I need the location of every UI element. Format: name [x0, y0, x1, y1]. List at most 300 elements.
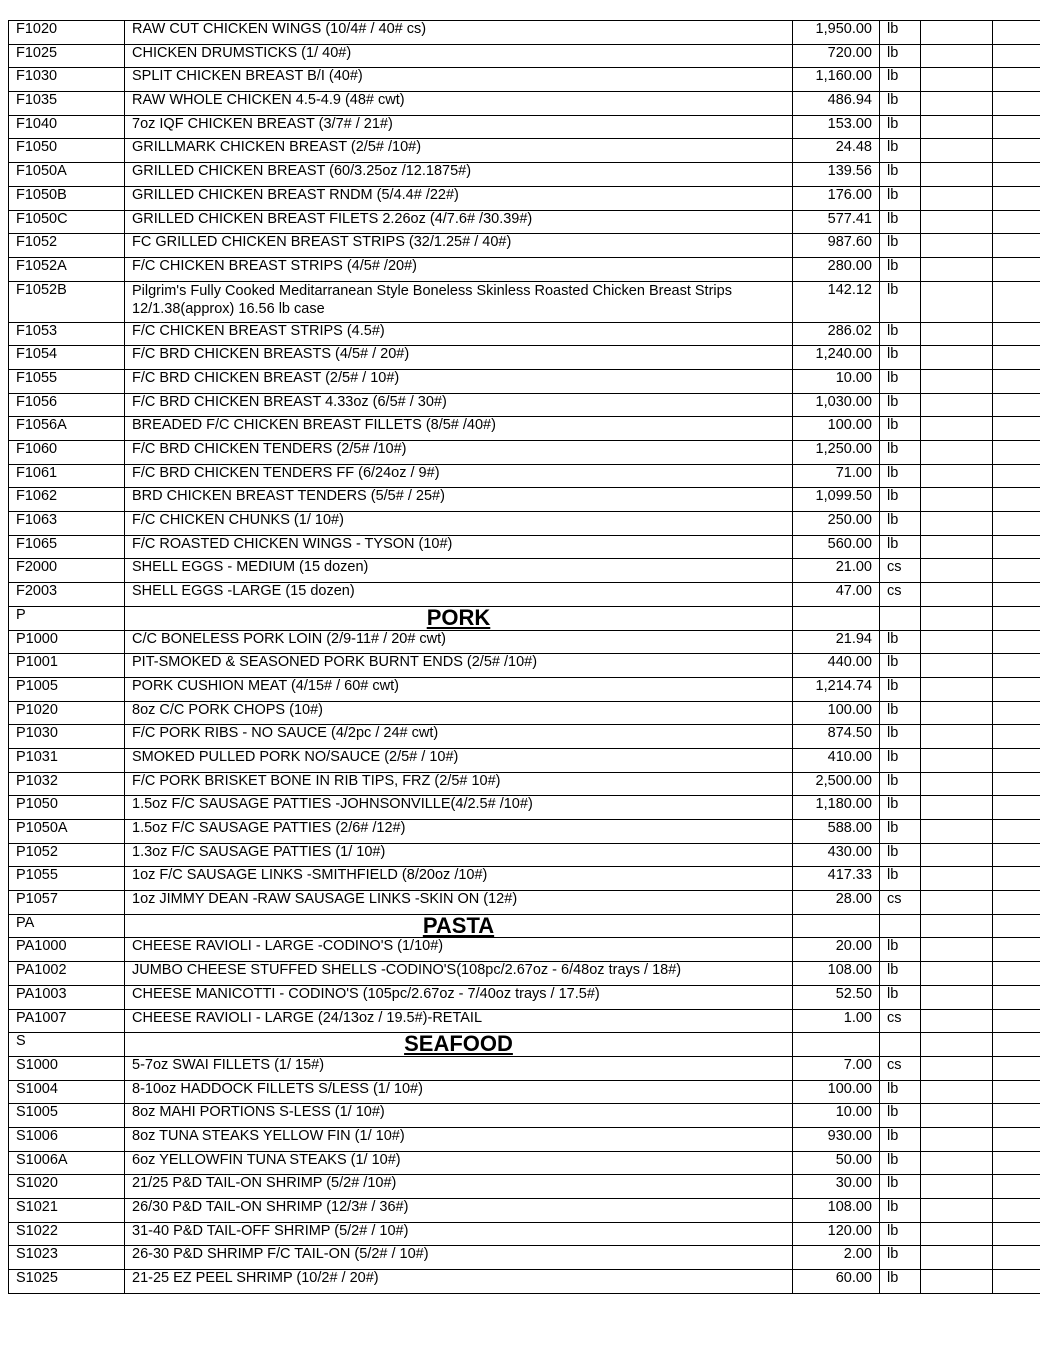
- item-description-cell: SMOKED PULLED PORK NO/SAUCE (2/5# / 10#): [125, 748, 793, 772]
- item-code-cell: S1004: [9, 1080, 125, 1104]
- unit-cell: [880, 606, 921, 630]
- blank-cell: [921, 281, 993, 322]
- quantity-cell: 280.00: [793, 257, 880, 281]
- blank-cell: [921, 1270, 993, 1294]
- item-code-cell: S1023: [9, 1246, 125, 1270]
- quantity-cell: 108.00: [793, 1199, 880, 1223]
- table-row: [9, 21, 1040, 45]
- blank-cell: [993, 464, 1040, 488]
- unit-cell: lb: [880, 369, 921, 393]
- blank-cell: [921, 843, 993, 867]
- blank-cell: [921, 1056, 993, 1080]
- unit-cell: lb: [880, 1222, 921, 1246]
- table-row: [9, 701, 1040, 725]
- blank-cell: [921, 322, 993, 346]
- blank-cell: [921, 464, 993, 488]
- unit-cell: lb: [880, 962, 921, 986]
- unit-cell: lb: [880, 257, 921, 281]
- unit-cell: lb: [880, 44, 921, 68]
- item-code-cell: F1050C: [9, 210, 125, 234]
- unit-cell: lb: [880, 677, 921, 701]
- item-description-cell: 8oz MAHI PORTIONS S-LESS (1/ 10#): [125, 1104, 793, 1128]
- section-header-row: [9, 914, 1040, 938]
- item-description-cell: F/C BRD CHICKEN BREAST (2/5# / 10#): [125, 369, 793, 393]
- item-code-cell: F1050: [9, 139, 125, 163]
- item-description-cell: CHICKEN DRUMSTICKS (1/ 40#): [125, 44, 793, 68]
- blank-cell: [993, 68, 1040, 92]
- quantity-cell: 486.94: [793, 92, 880, 116]
- table-row: [9, 257, 1040, 281]
- blank-cell: [993, 139, 1040, 163]
- blank-cell: [921, 441, 993, 465]
- blank-cell: [993, 820, 1040, 844]
- table-row: [9, 772, 1040, 796]
- item-description-cell: SHELL EGGS -LARGE (15 dozen): [125, 583, 793, 607]
- blank-cell: [993, 441, 1040, 465]
- table-row: [9, 393, 1040, 417]
- unit-cell: lb: [880, 843, 921, 867]
- blank-cell: [921, 701, 993, 725]
- table-row: [9, 985, 1040, 1009]
- blank-cell: [993, 44, 1040, 68]
- blank-cell: [921, 393, 993, 417]
- item-code-cell: F1020: [9, 21, 125, 45]
- table-row: [9, 559, 1040, 583]
- unit-cell: lb: [880, 1270, 921, 1294]
- blank-cell: [993, 962, 1040, 986]
- table-row: [9, 1199, 1040, 1223]
- item-description-cell: Pilgrim's Fully Cooked Meditarranean Style Boneless Skinless Roasted Chicken Breast Strips 12/1.38(approx) 16.56 lb case: [125, 281, 793, 322]
- blank-cell: [993, 257, 1040, 281]
- item-description-cell: RAW WHOLE CHICKEN 4.5-4.9 (48# cwt): [125, 92, 793, 116]
- item-code-cell: F1065: [9, 535, 125, 559]
- item-description-cell: 6oz YELLOWFIN TUNA STEAKS (1/ 10#): [125, 1151, 793, 1175]
- item-description-cell: PORK CUSHION MEAT (4/15# / 60# cwt): [125, 677, 793, 701]
- unit-cell: lb: [880, 796, 921, 820]
- quantity-cell: 930.00: [793, 1127, 880, 1151]
- blank-cell: [993, 488, 1040, 512]
- item-code-cell: F1052A: [9, 257, 125, 281]
- blank-cell: [993, 1151, 1040, 1175]
- item-code-cell: F2000: [9, 559, 125, 583]
- item-code-cell: P: [9, 606, 125, 630]
- quantity-cell: 28.00: [793, 891, 880, 915]
- unit-cell: lb: [880, 654, 921, 678]
- item-code-cell: S1006: [9, 1127, 125, 1151]
- item-code-cell: F1050B: [9, 186, 125, 210]
- blank-cell: [993, 891, 1040, 915]
- blank-cell: [921, 1104, 993, 1128]
- blank-cell: [993, 1246, 1040, 1270]
- quantity-cell: 286.02: [793, 322, 880, 346]
- blank-cell: [993, 393, 1040, 417]
- blank-cell: [921, 914, 993, 938]
- unit-cell: lb: [880, 1127, 921, 1151]
- table-row: [9, 1127, 1040, 1151]
- item-code-cell: F1056A: [9, 417, 125, 441]
- blank-cell: [921, 210, 993, 234]
- table-row: [9, 583, 1040, 607]
- item-code-cell: P1050: [9, 796, 125, 820]
- blank-cell: [921, 1175, 993, 1199]
- blank-cell: [993, 163, 1040, 187]
- blank-cell: [921, 583, 993, 607]
- quantity-cell: 120.00: [793, 1222, 880, 1246]
- item-description-cell: 5-7oz SWAI FILLETS (1/ 15#): [125, 1056, 793, 1080]
- blank-cell: [993, 1199, 1040, 1223]
- blank-cell: [921, 44, 993, 68]
- table-row: [9, 512, 1040, 536]
- item-code-cell: F1054: [9, 346, 125, 370]
- item-description-cell: F/C BRD CHICKEN TENDERS FF (6/24oz / 9#): [125, 464, 793, 488]
- item-description-cell: JUMBO CHEESE STUFFED SHELLS -CODINO'S(108pc/2.67oz - 6/48oz trays / 18#): [125, 962, 793, 986]
- item-description-cell: CHEESE RAVIOLI - LARGE (24/13oz / 19.5#)-RETAIL: [125, 1009, 793, 1033]
- quantity-cell: 60.00: [793, 1270, 880, 1294]
- table-row: [9, 68, 1040, 92]
- blank-cell: [993, 583, 1040, 607]
- quantity-cell: [793, 914, 880, 938]
- table-row: [9, 1104, 1040, 1128]
- item-description-cell: 21/25 P&D TAIL-ON SHRIMP (5/2# /10#): [125, 1175, 793, 1199]
- item-code-cell: S: [9, 1033, 125, 1057]
- unit-cell: lb: [880, 68, 921, 92]
- item-code-cell: F1062: [9, 488, 125, 512]
- item-code-cell: F1035: [9, 92, 125, 116]
- item-description-cell: 8oz TUNA STEAKS YELLOW FIN (1/ 10#): [125, 1127, 793, 1151]
- unit-cell: lb: [880, 1080, 921, 1104]
- quantity-cell: 100.00: [793, 417, 880, 441]
- unit-cell: lb: [880, 867, 921, 891]
- item-description-cell: SPLIT CHICKEN BREAST B/I (40#): [125, 68, 793, 92]
- blank-cell: [993, 369, 1040, 393]
- table-row: [9, 1009, 1040, 1033]
- unit-cell: lb: [880, 393, 921, 417]
- blank-cell: [921, 1246, 993, 1270]
- unit-cell: lb: [880, 1199, 921, 1223]
- item-code-cell: PA1000: [9, 938, 125, 962]
- blank-cell: [921, 891, 993, 915]
- quantity-cell: 21.00: [793, 559, 880, 583]
- item-description-cell: F/C CHICKEN BREAST STRIPS (4/5# /20#): [125, 257, 793, 281]
- blank-cell: [993, 1033, 1040, 1057]
- unit-cell: [880, 914, 921, 938]
- item-description-cell: BRD CHICKEN BREAST TENDERS (5/5# / 25#): [125, 488, 793, 512]
- item-description-cell: 21-25 EZ PEEL SHRIMP (10/2# / 20#): [125, 1270, 793, 1294]
- blank-cell: [921, 417, 993, 441]
- item-description-cell: BREADED F/C CHICKEN BREAST FILLETS (8/5# /40#): [125, 417, 793, 441]
- blank-cell: [921, 559, 993, 583]
- table-row: [9, 488, 1040, 512]
- item-code-cell: S1005: [9, 1104, 125, 1128]
- quantity-cell: 100.00: [793, 1080, 880, 1104]
- quantity-cell: 50.00: [793, 1151, 880, 1175]
- item-code-cell: F1053: [9, 322, 125, 346]
- blank-cell: [993, 843, 1040, 867]
- blank-cell: [921, 985, 993, 1009]
- blank-cell: [921, 346, 993, 370]
- unit-cell: lb: [880, 1104, 921, 1128]
- item-description-cell: SHELL EGGS - MEDIUM (15 dozen): [125, 559, 793, 583]
- item-code-cell: PA1007: [9, 1009, 125, 1033]
- section-header-row: [9, 606, 1040, 630]
- table-row: [9, 1175, 1040, 1199]
- table-row: [9, 139, 1040, 163]
- item-description-cell: F/C PORK BRISKET BONE IN RIB TIPS, FRZ (2/5# 10#): [125, 772, 793, 796]
- item-description-cell: 8oz C/C PORK CHOPS (10#): [125, 701, 793, 725]
- item-description-cell: GRILLED CHICKEN BREAST RNDM (5/4.4# /22#): [125, 186, 793, 210]
- unit-cell: lb: [880, 115, 921, 139]
- table-row: [9, 115, 1040, 139]
- quantity-cell: 410.00: [793, 748, 880, 772]
- item-code-cell: P1005: [9, 677, 125, 701]
- blank-cell: [921, 1199, 993, 1223]
- item-code-cell: P1020: [9, 701, 125, 725]
- table-row: [9, 938, 1040, 962]
- item-code-cell: P1050A: [9, 820, 125, 844]
- unit-cell: lb: [880, 772, 921, 796]
- blank-cell: [921, 654, 993, 678]
- item-description-cell: 1.5oz F/C SAUSAGE PATTIES -JOHNSONVILLE(4/2.5# /10#): [125, 796, 793, 820]
- item-description-cell: 31-40 P&D TAIL-OFF SHRIMP (5/2# / 10#): [125, 1222, 793, 1246]
- blank-cell: [921, 535, 993, 559]
- quantity-cell: 1,180.00: [793, 796, 880, 820]
- blank-cell: [993, 115, 1040, 139]
- table-row: [9, 820, 1040, 844]
- table-row: [9, 677, 1040, 701]
- blank-cell: [921, 1033, 993, 1057]
- item-code-cell: PA1003: [9, 985, 125, 1009]
- blank-cell: [921, 772, 993, 796]
- unit-cell: [880, 1033, 921, 1057]
- item-description-cell: F/C BRD CHICKEN BREASTS (4/5# / 20#): [125, 346, 793, 370]
- table-row: [9, 322, 1040, 346]
- quantity-cell: 20.00: [793, 938, 880, 962]
- blank-cell: [921, 92, 993, 116]
- unit-cell: lb: [880, 1175, 921, 1199]
- quantity-cell: 10.00: [793, 1104, 880, 1128]
- table-row: [9, 1080, 1040, 1104]
- item-code-cell: S1021: [9, 1199, 125, 1223]
- item-code-cell: S1022: [9, 1222, 125, 1246]
- unit-cell: lb: [880, 281, 921, 322]
- item-code-cell: S1000: [9, 1056, 125, 1080]
- quantity-cell: 71.00: [793, 464, 880, 488]
- item-code-cell: S1020: [9, 1175, 125, 1199]
- quantity-cell: [793, 1033, 880, 1057]
- unit-cell: lb: [880, 985, 921, 1009]
- blank-cell: [921, 820, 993, 844]
- item-description-cell: 26/30 P&D TAIL-ON SHRIMP (12/3# / 36#): [125, 1199, 793, 1223]
- table-row: [9, 234, 1040, 258]
- quantity-cell: 100.00: [793, 701, 880, 725]
- inventory-table: [8, 20, 1040, 1294]
- blank-cell: [921, 725, 993, 749]
- quantity-cell: [793, 606, 880, 630]
- item-code-cell: P1032: [9, 772, 125, 796]
- blank-cell: [921, 369, 993, 393]
- unit-cell: lb: [880, 1151, 921, 1175]
- table-row: [9, 1270, 1040, 1294]
- table-row: [9, 186, 1040, 210]
- blank-cell: [993, 796, 1040, 820]
- quantity-cell: 153.00: [793, 115, 880, 139]
- item-code-cell: P1031: [9, 748, 125, 772]
- item-description-cell: F/C CHICKEN CHUNKS (1/ 10#): [125, 512, 793, 536]
- blank-cell: [993, 512, 1040, 536]
- item-description-cell: 1oz F/C SAUSAGE LINKS -SMITHFIELD (8/20oz /10#): [125, 867, 793, 891]
- table-row: [9, 1151, 1040, 1175]
- quantity-cell: 142.12: [793, 281, 880, 322]
- section-title: PASTA: [125, 914, 793, 938]
- blank-cell: [993, 867, 1040, 891]
- quantity-cell: 1,240.00: [793, 346, 880, 370]
- quantity-cell: 417.33: [793, 867, 880, 891]
- item-description-cell: CHEESE MANICOTTI - CODINO'S (105pc/2.67oz - 7/40oz trays / 17.5#): [125, 985, 793, 1009]
- item-code-cell: F1030: [9, 68, 125, 92]
- blank-cell: [993, 748, 1040, 772]
- unit-cell: lb: [880, 938, 921, 962]
- blank-cell: [993, 1270, 1040, 1294]
- item-description-cell: F/C BRD CHICKEN BREAST 4.33oz (6/5# / 30#): [125, 393, 793, 417]
- blank-cell: [993, 417, 1040, 441]
- section-header-row: [9, 1033, 1040, 1057]
- item-code-cell: F2003: [9, 583, 125, 607]
- blank-cell: [921, 488, 993, 512]
- unit-cell: lb: [880, 1246, 921, 1270]
- item-description-cell: F/C PORK RIBS - NO SAUCE (4/2pc / 24# cwt): [125, 725, 793, 749]
- blank-cell: [921, 630, 993, 654]
- table-row: [9, 630, 1040, 654]
- item-description-cell: 1oz JIMMY DEAN -RAW SAUSAGE LINKS -SKIN ON (12#): [125, 891, 793, 915]
- unit-cell: lb: [880, 92, 921, 116]
- item-code-cell: PA: [9, 914, 125, 938]
- blank-cell: [921, 1127, 993, 1151]
- quantity-cell: 1.00: [793, 1009, 880, 1033]
- quantity-cell: 139.56: [793, 163, 880, 187]
- quantity-cell: 577.41: [793, 210, 880, 234]
- blank-cell: [921, 257, 993, 281]
- blank-cell: [993, 1104, 1040, 1128]
- item-code-cell: PA1002: [9, 962, 125, 986]
- item-code-cell: P1030: [9, 725, 125, 749]
- blank-cell: [921, 163, 993, 187]
- unit-cell: cs: [880, 1056, 921, 1080]
- item-description-cell: RAW CUT CHICKEN WINGS (10/4# / 40# cs): [125, 21, 793, 45]
- unit-cell: cs: [880, 1009, 921, 1033]
- blank-cell: [921, 512, 993, 536]
- unit-cell: lb: [880, 21, 921, 45]
- blank-cell: [993, 701, 1040, 725]
- item-code-cell: F1061: [9, 464, 125, 488]
- blank-cell: [993, 1222, 1040, 1246]
- blank-cell: [993, 535, 1040, 559]
- unit-cell: lb: [880, 535, 921, 559]
- blank-cell: [921, 186, 993, 210]
- unit-cell: lb: [880, 234, 921, 258]
- table-row: [9, 891, 1040, 915]
- unit-cell: lb: [880, 139, 921, 163]
- quantity-cell: 1,030.00: [793, 393, 880, 417]
- section-title: PORK: [125, 606, 793, 630]
- table-row: [9, 962, 1040, 986]
- blank-cell: [921, 938, 993, 962]
- unit-cell: lb: [880, 820, 921, 844]
- unit-cell: lb: [880, 163, 921, 187]
- blank-cell: [993, 92, 1040, 116]
- table-row: [9, 417, 1040, 441]
- item-code-cell: P1052: [9, 843, 125, 867]
- unit-cell: lb: [880, 725, 921, 749]
- item-description-cell: 1.5oz F/C SAUSAGE PATTIES (2/6# /12#): [125, 820, 793, 844]
- item-code-cell: F1063: [9, 512, 125, 536]
- blank-cell: [993, 322, 1040, 346]
- blank-cell: [921, 1222, 993, 1246]
- unit-cell: lb: [880, 488, 921, 512]
- table-row: [9, 1222, 1040, 1246]
- blank-cell: [993, 234, 1040, 258]
- blank-cell: [921, 796, 993, 820]
- quantity-cell: 440.00: [793, 654, 880, 678]
- item-code-cell: F1052B: [9, 281, 125, 322]
- blank-cell: [921, 68, 993, 92]
- blank-cell: [993, 938, 1040, 962]
- item-code-cell: F1050A: [9, 163, 125, 187]
- unit-cell: lb: [880, 441, 921, 465]
- quantity-cell: 52.50: [793, 985, 880, 1009]
- blank-cell: [993, 606, 1040, 630]
- table-row: [9, 163, 1040, 187]
- table-row: [9, 441, 1040, 465]
- quantity-cell: 2.00: [793, 1246, 880, 1270]
- unit-cell: lb: [880, 346, 921, 370]
- quantity-cell: 250.00: [793, 512, 880, 536]
- blank-cell: [993, 914, 1040, 938]
- blank-cell: [993, 772, 1040, 796]
- unit-cell: lb: [880, 748, 921, 772]
- item-code-cell: F1056: [9, 393, 125, 417]
- table-row: [9, 654, 1040, 678]
- unit-cell: cs: [880, 559, 921, 583]
- item-code-cell: P1001: [9, 654, 125, 678]
- item-description-cell: GRILLED CHICKEN BREAST (60/3.25oz /12.1875#): [125, 163, 793, 187]
- blank-cell: [993, 1175, 1040, 1199]
- item-code-cell: F1055: [9, 369, 125, 393]
- table-row: [9, 867, 1040, 891]
- item-description-cell: 8-10oz HADDOCK FILLETS S/LESS (1/ 10#): [125, 1080, 793, 1104]
- quantity-cell: 1,099.50: [793, 488, 880, 512]
- item-description-cell: 1.3oz F/C SAUSAGE PATTIES (1/ 10#): [125, 843, 793, 867]
- quantity-cell: 720.00: [793, 44, 880, 68]
- table-row: [9, 44, 1040, 68]
- blank-cell: [993, 1056, 1040, 1080]
- quantity-cell: 176.00: [793, 186, 880, 210]
- table-row: [9, 346, 1040, 370]
- quantity-cell: 588.00: [793, 820, 880, 844]
- table-row: [9, 210, 1040, 234]
- blank-cell: [993, 1080, 1040, 1104]
- item-code-cell: P1000: [9, 630, 125, 654]
- blank-cell: [921, 1080, 993, 1104]
- quantity-cell: 24.48: [793, 139, 880, 163]
- item-description-cell: C/C BONELESS PORK LOIN (2/9-11# / 20# cwt): [125, 630, 793, 654]
- blank-cell: [993, 21, 1040, 45]
- table-row: [9, 281, 1040, 322]
- table-row: [9, 796, 1040, 820]
- table-row: [9, 1246, 1040, 1270]
- blank-cell: [993, 210, 1040, 234]
- blank-cell: [993, 1009, 1040, 1033]
- item-description-cell: FC GRILLED CHICKEN BREAST STRIPS (32/1.25# / 40#): [125, 234, 793, 258]
